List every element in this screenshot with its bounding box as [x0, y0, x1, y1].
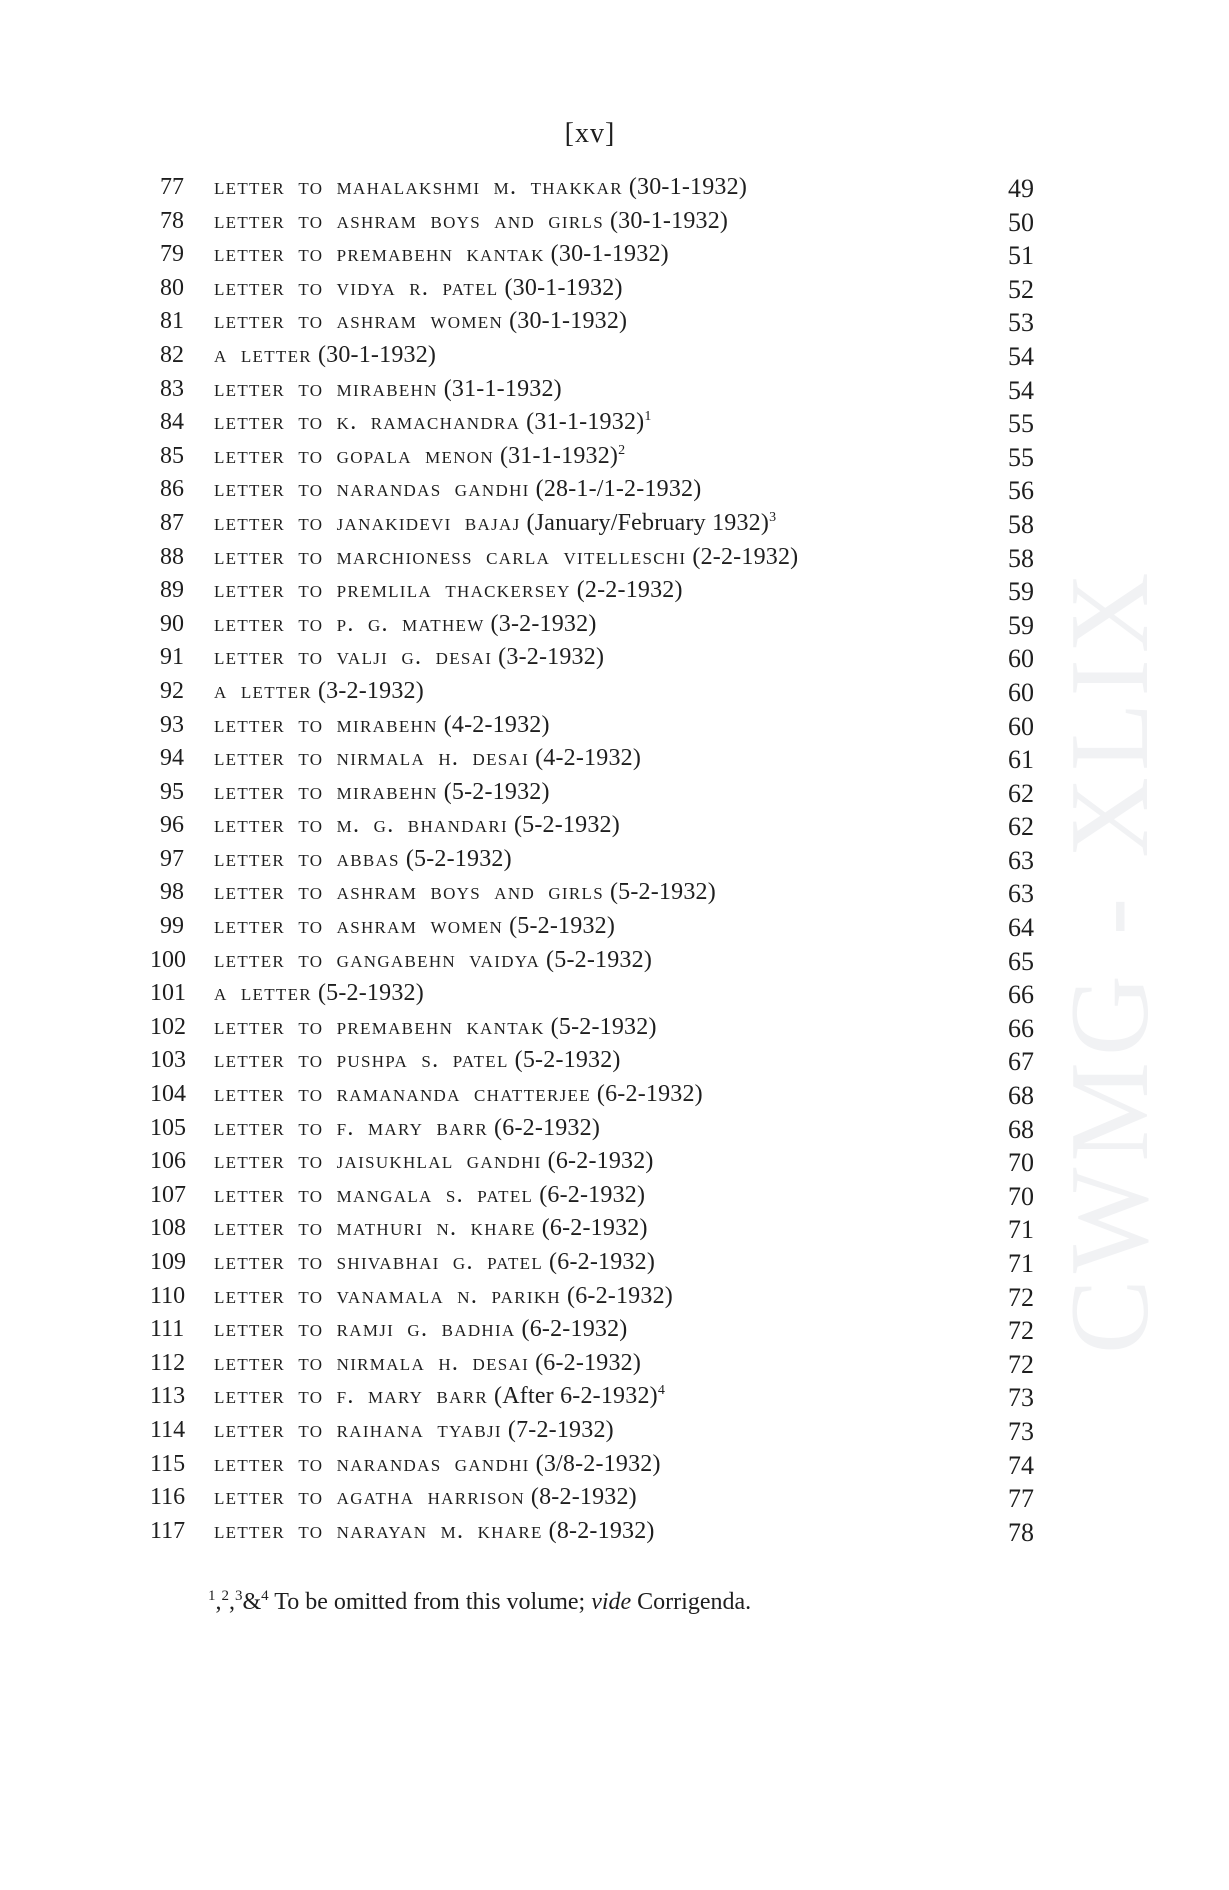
entry-number: 94: [160, 745, 184, 772]
entry-page: 72: [1008, 1282, 1034, 1312]
toc-entry: [0, 1079, 1229, 1113]
entry-number: 108: [150, 1215, 186, 1242]
entry-page: 60: [1008, 677, 1034, 707]
entry-title-line: [214, 308, 627, 335]
entry-page: 54: [1008, 341, 1034, 371]
toc-entry: [0, 642, 1229, 676]
entry-title: letter to premabehn kantak: [214, 241, 545, 268]
toc-entry: [0, 273, 1229, 307]
entry-number: 91: [160, 644, 184, 671]
entry-page: 77: [1008, 1484, 1034, 1514]
footnote-sep-3: &: [242, 1589, 262, 1615]
toc-entry: [0, 206, 1229, 240]
entry-title-line: [214, 1383, 665, 1410]
entry-date: (6-2-1932): [539, 1181, 646, 1208]
toc-entry: [0, 340, 1229, 374]
entry-date: (7-2-1932): [507, 1416, 614, 1443]
toc-entry: [0, 1348, 1229, 1382]
footnote-text-end: Corrigenda.: [631, 1589, 752, 1615]
toc-entry: [0, 306, 1229, 340]
entry-title-line: [214, 342, 436, 369]
toc-entry: [0, 743, 1229, 777]
entry-page: 74: [1008, 1450, 1034, 1480]
entry-number: 101: [150, 980, 186, 1007]
footnote-sep-2: ,: [229, 1589, 235, 1615]
entry-page: 50: [1008, 207, 1034, 237]
entry-title: letter to janakidevi bajaj: [214, 509, 521, 536]
entry-date: (28-1-/1-2-1932): [535, 476, 702, 503]
toc-entry: [0, 676, 1229, 710]
toc-entry: [0, 407, 1229, 441]
entry-title-line: [214, 611, 597, 638]
entry-page: 72: [1008, 1349, 1034, 1379]
entry-page: 67: [1008, 1047, 1034, 1077]
toc-entry: [0, 945, 1229, 979]
entry-number: 112: [150, 1349, 186, 1376]
footnote-reference: 1: [644, 409, 652, 425]
entry-title: a letter: [214, 677, 312, 704]
entry-date: (5-2-1932): [509, 913, 616, 940]
entry-date: (8-2-1932): [530, 1484, 637, 1511]
toc-entry: [0, 911, 1229, 945]
entry-number: 90: [160, 610, 184, 637]
entry-page: 61: [1008, 745, 1034, 775]
entry-title-line: [214, 1451, 661, 1478]
toc-entry: [0, 1449, 1229, 1483]
entry-number: 80: [160, 274, 184, 301]
entry-page: 53: [1008, 308, 1034, 338]
entry-page: 78: [1008, 1517, 1034, 1547]
toc-entry: [0, 1482, 1229, 1516]
toc-entry: [0, 1113, 1229, 1147]
entry-date: (30-1-1932): [509, 308, 628, 335]
entry-title-line: [214, 241, 669, 268]
entry-number: 110: [150, 1282, 186, 1309]
entry-title: letter to marchioness carla vitelleschi: [214, 543, 687, 570]
entry-date: (2-2-1932): [692, 543, 799, 570]
entry-title: letter to ramji g. badhia: [214, 1316, 516, 1343]
entry-number: 111: [150, 1316, 185, 1343]
entry-date: (5-2-1932): [514, 1047, 621, 1074]
entry-page: 49: [1008, 174, 1034, 203]
entry-number: 85: [160, 442, 184, 469]
entry-page: 56: [1008, 476, 1034, 506]
entry-title: letter to ashram women: [214, 913, 504, 940]
entry-page: 59: [1008, 610, 1034, 640]
entry-number: 92: [160, 677, 184, 704]
entry-page: 66: [1008, 980, 1034, 1010]
entry-title: letter to shivabhai g. patel: [214, 1249, 544, 1275]
footnote: [208, 1589, 751, 1616]
toc-entry: [0, 1415, 1229, 1449]
entry-title: letter to gangabehn vaidya: [214, 946, 541, 973]
toc-entry: [0, 508, 1229, 542]
toc-entry: [0, 441, 1229, 475]
entry-page: 65: [1008, 946, 1034, 976]
entry-number: 78: [160, 207, 184, 234]
footnote-marker-1: 1: [208, 1588, 216, 1604]
entry-date: (6-2-1932): [535, 1349, 642, 1376]
entry-title: letter to premlila thackersey: [214, 577, 571, 604]
entry-date: (2-2-1932): [576, 577, 683, 604]
entry-number: 86: [160, 476, 184, 503]
entry-number: 88: [160, 543, 184, 570]
entry-title: letter to jaisukhlal gandhi: [214, 1148, 542, 1175]
entry-title-line: [214, 476, 701, 503]
entry-page: 73: [1008, 1416, 1034, 1446]
entry-page: 60: [1008, 644, 1034, 674]
entry-title: letter to p. g. mathew: [214, 610, 485, 637]
entry-date: (5-2-1932): [513, 812, 620, 839]
entry-number: 87: [160, 509, 184, 536]
entry-title-line: [214, 1350, 641, 1377]
entry-title-line: [214, 1249, 655, 1276]
entry-title: letter to mangala s. patel: [214, 1181, 534, 1208]
entry-page: 59: [1008, 577, 1034, 607]
entry-number: 114: [150, 1416, 186, 1443]
entry-title: letter to vidya r. patel: [214, 274, 499, 301]
entry-number: 97: [160, 845, 184, 872]
entry-page: 70: [1008, 1181, 1034, 1211]
toc-entry: [0, 777, 1229, 811]
entry-title-line: [214, 1115, 600, 1142]
footnote-sep-1: ,: [215, 1589, 222, 1615]
entry-date: (8-2-1932): [548, 1517, 655, 1544]
entry-date: (6-2-1932): [596, 1081, 703, 1108]
entry-date: (5-2-1932): [317, 980, 424, 1007]
entry-date: (30-1-1932): [609, 207, 729, 234]
entry-title: letter to f. mary barr: [214, 1114, 489, 1141]
toc-entry: [0, 844, 1229, 878]
entry-date: (5-2-1932): [550, 1013, 657, 1040]
entry-title-line: [214, 1316, 627, 1343]
entry-title: letter to mirabehn: [214, 711, 438, 738]
entry-number: 93: [160, 711, 184, 738]
entry-date: (31-1-1932): [526, 409, 645, 436]
entry-title: letter to gopala menon: [214, 442, 494, 469]
entry-title: letter to vanamala n. parikh: [214, 1282, 561, 1309]
entry-title: letter to narandas gandhi: [214, 476, 530, 503]
entry-title-line: [214, 443, 625, 470]
entry-page: 54: [1008, 375, 1034, 405]
entry-title: letter to premabehn kantak: [214, 1013, 545, 1040]
entry-page: 58: [1008, 509, 1034, 539]
entry-title: letter to mahalakshmi m. thakkar: [214, 174, 623, 200]
entry-title-line: [214, 544, 798, 571]
entry-title-line: [214, 1047, 621, 1074]
entry-date: (31-1-1932): [499, 442, 619, 469]
entry-page: 70: [1008, 1148, 1034, 1178]
toc-entry: [0, 542, 1229, 576]
entry-title-line: [214, 1484, 637, 1511]
entry-page: 72: [1008, 1316, 1034, 1346]
entry-number: 116: [150, 1484, 186, 1511]
entry-number: 109: [150, 1249, 186, 1275]
entry-title: letter to pushpa s. patel: [214, 1047, 509, 1074]
entry-title: letter to ashram women: [214, 308, 504, 335]
entry-date: (6-2-1932): [567, 1282, 673, 1309]
entry-date: (January/February 1932): [526, 509, 770, 536]
entry-title-line: [214, 846, 512, 873]
entry-page: 71: [1008, 1215, 1034, 1245]
toc-entry: [0, 1180, 1229, 1214]
entry-page: 52: [1008, 274, 1034, 304]
toc-entry: [0, 710, 1229, 744]
entry-title-line: [214, 1283, 673, 1310]
entry-number: 98: [160, 879, 184, 906]
entry-number: 79: [160, 241, 184, 268]
entry-number: 100: [150, 946, 186, 973]
entry-title-line: [214, 980, 424, 1007]
entry-number: 115: [150, 1450, 186, 1477]
entry-title-line: [214, 745, 641, 772]
entry-date: (30-1-1932): [504, 274, 623, 301]
entry-number: 89: [160, 577, 184, 604]
entry-number: 102: [150, 1013, 186, 1040]
entry-title-line: [214, 208, 728, 235]
toc-entry: [0, 1281, 1229, 1315]
entry-number: 107: [150, 1181, 186, 1208]
entry-title: letter to raihana tyabji: [214, 1416, 502, 1443]
footnote-reference: 3: [769, 509, 777, 525]
entry-title: letter to nirmala h. desai: [214, 1349, 530, 1376]
entry-title-line: [214, 577, 683, 604]
toc-entry: [0, 1247, 1229, 1281]
footnote-marker-3: 3: [235, 1588, 243, 1604]
entry-page: 62: [1008, 778, 1034, 808]
watermark: CWMG - XLIX: [1048, 566, 1172, 1354]
entry-date: (5-2-1932): [443, 778, 550, 805]
toc-entry: [0, 1012, 1229, 1046]
entry-date: (30-1-1932): [317, 341, 437, 368]
entry-date: (6-2-1932): [494, 1114, 601, 1141]
toc-entry: [0, 374, 1229, 408]
entry-title-line: [214, 644, 604, 671]
entry-page: 51: [1008, 241, 1034, 271]
entry-date: (30-1-1932): [628, 174, 748, 200]
entry-date: (6-2-1932): [521, 1316, 628, 1343]
toc-entry: [0, 1146, 1229, 1180]
entry-date: (5-2-1932): [405, 845, 512, 872]
toc-entry: [0, 1314, 1229, 1348]
footnote-reference: 2: [618, 442, 626, 458]
entry-title: letter to ramananda chatterjee: [214, 1081, 591, 1108]
entry-date: (31-1-1932): [443, 375, 562, 402]
footnote-marker-4: 4: [261, 1588, 269, 1604]
entry-date: (4-2-1932): [535, 745, 642, 772]
entry-title-line: [214, 879, 716, 906]
entry-date: (5-2-1932): [609, 879, 716, 906]
entry-title-line: [214, 1014, 657, 1041]
entry-number: 83: [160, 375, 184, 402]
entry-title: letter to mirabehn: [214, 375, 438, 402]
entry-page: 64: [1008, 913, 1034, 943]
entry-title: letter to nirmala h. desai: [214, 745, 530, 772]
entry-number: 82: [160, 341, 184, 368]
entry-title-line: [214, 376, 562, 403]
entry-title-line: [214, 510, 776, 537]
entry-title: letter to agatha harrison: [214, 1484, 525, 1511]
entry-title-line: [214, 913, 615, 940]
entry-number: 99: [160, 913, 184, 940]
toc-entry: [0, 575, 1229, 609]
entry-number: 104: [150, 1081, 186, 1108]
entry-title-line: [214, 1417, 614, 1444]
entry-title: letter to mirabehn: [214, 778, 438, 805]
entry-date: (6-2-1932): [541, 1215, 648, 1242]
entry-page: 66: [1008, 1013, 1034, 1043]
entry-title-line: [214, 409, 651, 436]
entry-title-line: [214, 174, 747, 201]
entry-date: (4-2-1932): [443, 711, 550, 738]
table-of-contents: [0, 172, 1229, 1549]
entry-page: 58: [1008, 543, 1034, 573]
entry-title-line: [214, 1148, 654, 1175]
entry-title: a letter: [214, 980, 312, 1007]
entry-title: letter to valji g. desai: [214, 644, 493, 671]
entry-date: (5-2-1932): [546, 946, 653, 973]
entry-page: 63: [1008, 845, 1034, 875]
footnote-marker-2: 2: [221, 1588, 229, 1604]
entry-date: (3/8-2-1932): [535, 1450, 661, 1477]
toc-entry: [0, 1045, 1229, 1079]
entry-page: 55: [1008, 442, 1034, 472]
entry-date: (After 6-2-1932): [494, 1383, 658, 1410]
toc-entry: [0, 474, 1229, 508]
entry-number: 77: [160, 174, 184, 200]
footnote-reference: 4: [657, 1383, 665, 1399]
entry-title-line: [214, 947, 652, 974]
entry-page: 63: [1008, 879, 1034, 909]
entry-title: letter to ashram boys and girls: [214, 207, 604, 234]
entry-title: letter to f. mary barr: [214, 1383, 489, 1410]
toc-entry: [0, 172, 1229, 206]
entry-title-line: [214, 812, 620, 839]
entry-number: 103: [150, 1047, 186, 1074]
entry-date: (6-2-1932): [549, 1249, 656, 1275]
entry-title-line: [214, 1518, 655, 1545]
entry-title-line: [214, 275, 623, 302]
toc-entry: [0, 1381, 1229, 1415]
entry-page: 62: [1008, 812, 1034, 842]
entry-date: (6-2-1932): [547, 1148, 654, 1175]
entry-page: 68: [1008, 1114, 1034, 1144]
entry-page: 68: [1008, 1081, 1034, 1111]
toc-entry: [0, 609, 1229, 643]
entry-date: (30-1-1932): [550, 241, 669, 268]
entry-title-line: [214, 1215, 648, 1242]
entry-page: 71: [1008, 1249, 1034, 1278]
entry-date: (3-2-1932): [498, 644, 605, 671]
entry-number: 95: [160, 778, 184, 805]
toc-entry: [0, 1213, 1229, 1247]
footnote-text: To be omitted from this volume;: [268, 1589, 592, 1615]
entry-title: letter to abbas: [214, 845, 400, 872]
toc-entry: [0, 1516, 1229, 1550]
entry-title: a letter: [214, 341, 312, 368]
page-number: [xv]: [564, 118, 616, 149]
entry-date: (3-2-1932): [490, 610, 597, 637]
entry-title-line: [214, 1182, 645, 1209]
entry-title: letter to mathuri n. khare: [214, 1215, 536, 1242]
entry-page: 55: [1008, 409, 1034, 439]
entry-title: letter to m. g. bhandari: [214, 812, 508, 839]
entry-number: 96: [160, 812, 184, 839]
entry-title-line: [214, 678, 424, 705]
entry-title-line: [214, 779, 550, 806]
entry-number: 81: [160, 308, 184, 335]
entry-number: 113: [150, 1383, 186, 1410]
toc-entry: [0, 239, 1229, 273]
toc-entry: [0, 877, 1229, 911]
footnote-vide: vide: [591, 1589, 632, 1615]
entry-date: (3-2-1932): [317, 677, 424, 704]
entry-title-line: [214, 712, 550, 739]
entry-title: letter to ashram boys and girls: [214, 879, 604, 906]
entry-title: letter to narandas gandhi: [214, 1450, 530, 1477]
entry-number: 105: [150, 1114, 186, 1141]
entry-number: 117: [150, 1517, 186, 1544]
entry-number: 84: [160, 409, 184, 436]
entry-title-line: [214, 1081, 703, 1108]
entry-number: 106: [150, 1148, 186, 1175]
entry-title: letter to narayan m. khare: [214, 1517, 543, 1544]
entry-page: 60: [1008, 711, 1034, 741]
entry-title: letter to k. ramachandra: [214, 409, 521, 436]
toc-entry: [0, 810, 1229, 844]
toc-entry: [0, 978, 1229, 1012]
entry-page: 73: [1008, 1383, 1034, 1413]
